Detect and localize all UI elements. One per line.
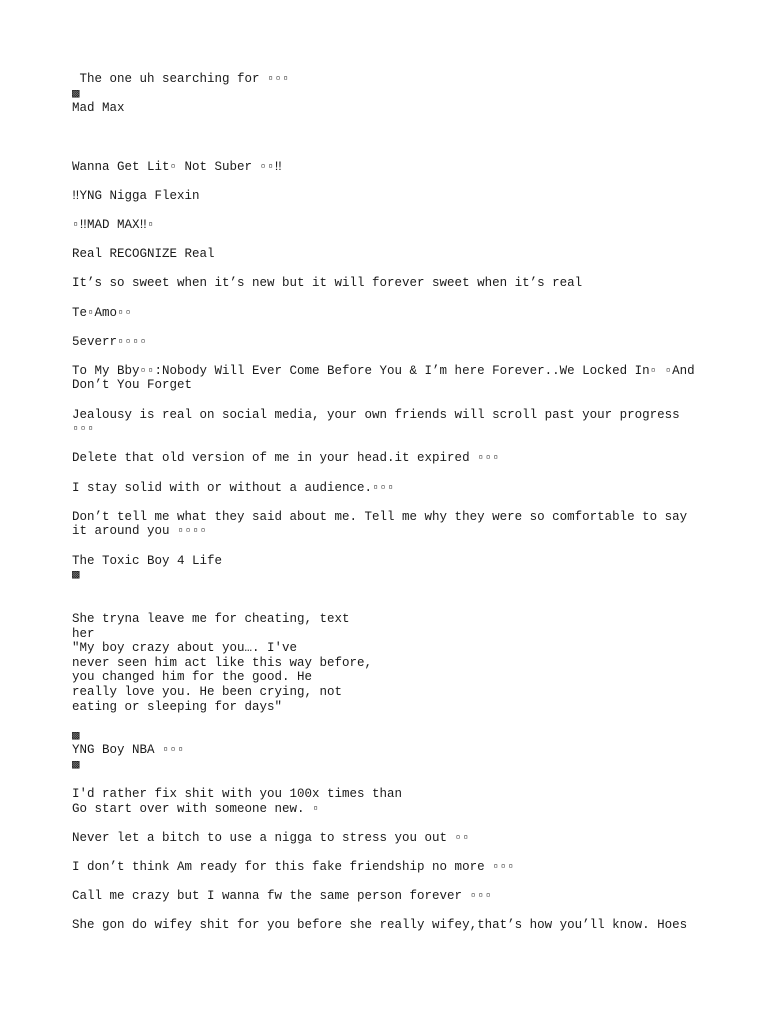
spacer [72,875,702,890]
text-line: you changed him for the good. He [72,670,313,685]
spacer [72,904,702,919]
spacer [72,349,702,364]
spacer [72,845,702,860]
text-line: ▫‼MAD MAX‼▫ [72,217,155,232]
text-line: ▫▫▫ [72,422,95,437]
text-line: eating or sleeping for days" [72,699,283,714]
text-line: Delete that old version of me in your head.it expired ▫▫▫ [72,451,500,466]
text-line: her [72,626,95,641]
text-line: Never let a bitch to use a nigga to stress you out ▫▫ [72,830,470,845]
spacer [72,291,702,306]
spacer [72,816,702,831]
text-line: She gon do wifey shit for you before she really wifey,that’s how you’ll know. Hoes [72,918,688,933]
text-line: "My boy crazy about you…. I've [72,641,298,656]
text-line: Wanna Get Lit▫ Not Suber ▫▫‼ [72,159,283,174]
spacer [72,773,702,788]
spacer [72,116,702,145]
document-body [72,72,702,933]
spacer [72,714,702,729]
glyph-line: ▩ [72,757,80,772]
text-line: 5everr▫▫▫▫ [72,334,148,349]
text-line: really love you. He been crying, not [72,684,343,699]
glyph-line: ▩ [72,86,80,101]
text-line: YNG Boy NBA ▫▫▫ [72,743,185,758]
spacer [72,539,702,554]
text-line: Real RECOGNIZE Real [72,247,215,262]
text-line: The Toxic Boy 4 Life [72,553,223,568]
text-line: never seen him act like this way before, [72,655,373,670]
text-line: ‼YNG Nigga Flexin [72,188,200,203]
spacer [72,583,702,612]
spacer [72,437,702,452]
spacer [72,174,702,189]
spacer [72,203,702,218]
text-line: I'd rather fix shit with you 100x times than [72,787,403,802]
text-line: To My Bby▫▫:Nobody Will Ever Come Before You & I’m here Forever..We Locked In▫ ▫And [72,363,695,378]
text-line: Jealousy is real on social media, your own friends will scroll past your progress [72,407,680,422]
text-line: I don’t think Am ready for this fake friendship no more ▫▫▫ [72,860,515,875]
text-line: She tryna leave me for cheating, text [72,611,350,626]
text-line: Mad Max [72,101,125,116]
spacer [72,262,702,277]
text-line: Don’t You Forget [72,378,193,393]
text-line: it around you ▫▫▫▫ [72,524,208,539]
spacer [72,393,702,408]
glyph-line: ▩ [72,568,80,583]
text-line: Go start over with someone new. ▫ [72,801,320,816]
text-line: The one uh searching for ▫▫▫ [72,72,290,86]
spacer [72,466,702,481]
spacer [72,145,702,160]
text-line: It’s so sweet when it’s new but it will forever sweet when it’s real [72,276,583,291]
glyph-line: ▩ [72,728,80,743]
text-line: I stay solid with or without a audience.▫▫▫ [72,480,395,495]
text-line: Don’t tell me what they said about me. Tell me why they were so comfortable to say [72,509,688,524]
text-line: Call me crazy but I wanna fw the same person forever ▫▫▫ [72,889,493,904]
text-line: Te▫Amo▫▫ [72,305,133,320]
spacer [72,233,702,248]
spacer [72,320,702,335]
spacer [72,495,702,510]
